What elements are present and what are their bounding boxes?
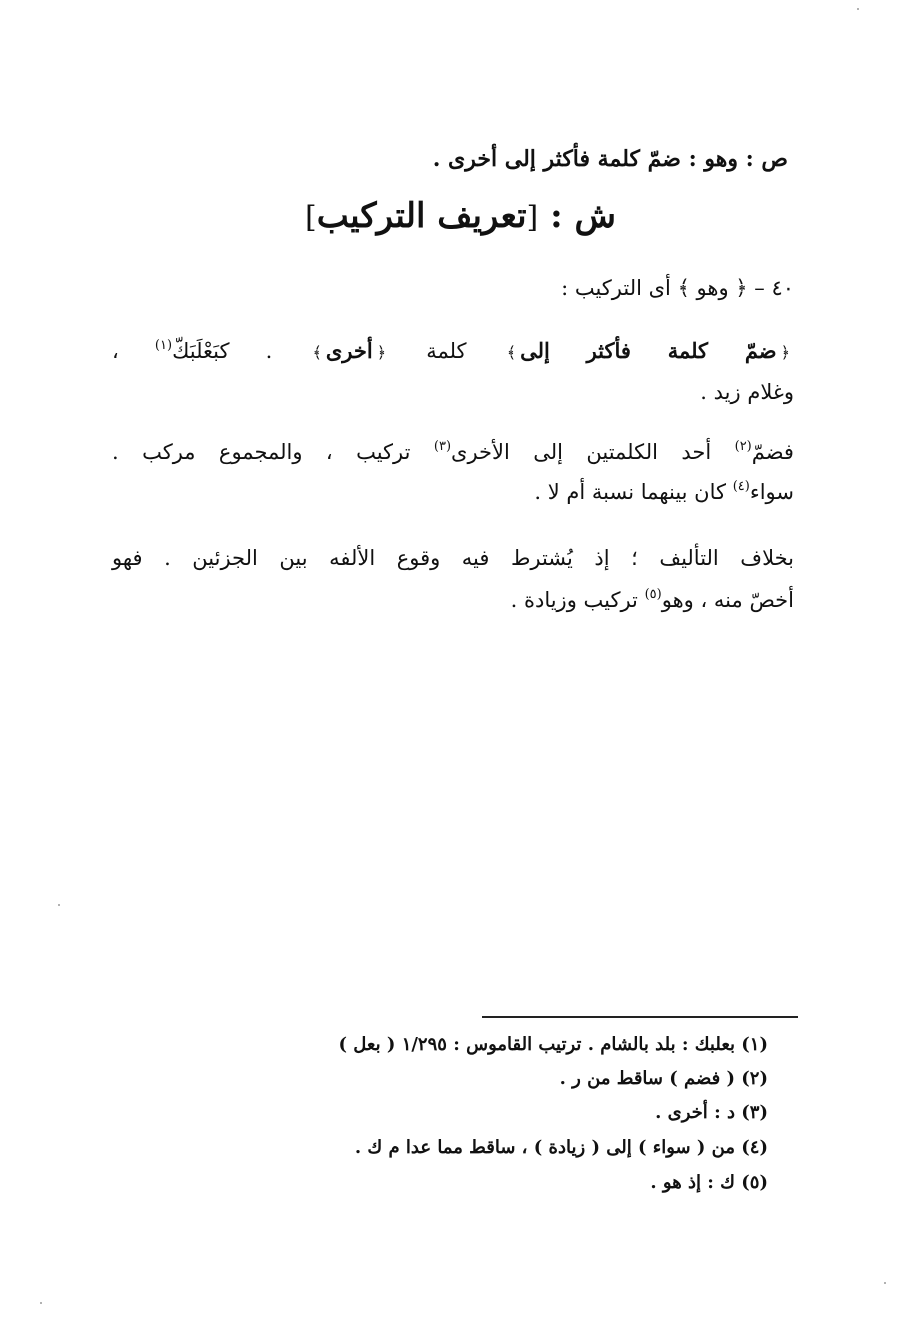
footnote-3: (٣) د : أخرى . bbox=[655, 1102, 768, 1123]
ornament-icon: ﴿ bbox=[376, 343, 387, 362]
footnote-marker-4: (٤) bbox=[732, 479, 750, 494]
scan-speck bbox=[857, 8, 859, 10]
text-run: كان بينهما نسبة أم لا . bbox=[534, 480, 727, 504]
text-run: أحد الكلمتين إلى الأخرى bbox=[451, 440, 712, 464]
heading-label: ش : bbox=[550, 196, 616, 236]
scan-speck bbox=[58, 904, 60, 906]
footnote-5: (٥) ك : إذ هو . bbox=[650, 1172, 768, 1193]
paragraph-2-line-2: وغلام زيد . bbox=[700, 380, 794, 404]
text-run: فضمّ bbox=[751, 440, 794, 464]
text-run: سواء bbox=[749, 480, 794, 504]
open-bracket: [ bbox=[526, 200, 539, 235]
heading-title: تعريف التركيب bbox=[316, 196, 527, 236]
text-run: تركيب ، والمجموع مركب . bbox=[112, 440, 411, 464]
close-bracket: ] bbox=[305, 200, 317, 235]
scan-speck bbox=[40, 1302, 42, 1304]
footnote-2: (٢) ( فضم ) ساقط من ر . bbox=[559, 1068, 768, 1089]
text-run: تركيب وزيادة . bbox=[510, 588, 638, 612]
footnote-1: (١) بعلبك : بلد بالشام . ترتيب القاموس : ١/٢٩٥ ( بعل ) bbox=[338, 1034, 768, 1055]
footnote-marker-1: (١) bbox=[154, 338, 173, 353]
paragraph-4-line-2 bbox=[511, 588, 794, 612]
footnote-marker-3: (٣) bbox=[433, 439, 452, 454]
quoted-word: أخرى bbox=[325, 338, 373, 363]
plain-word: كلمة bbox=[426, 339, 467, 363]
ornament-icon: ﴾ bbox=[506, 343, 517, 362]
paragraph-4-line-1: بخلاف التأليف ؛ إذ يُشترط فيه وقوع الألفه بين الجزئين . فهو bbox=[112, 546, 794, 570]
ornament-icon: ﴿ bbox=[780, 343, 790, 362]
ornament-icon: ﴾ bbox=[312, 343, 322, 362]
section-heading bbox=[305, 196, 616, 236]
matn-line: ص : وهو : ضمّ كلمة فأكثر إلى أخرى . bbox=[432, 146, 788, 172]
paragraph-2-line-1 bbox=[112, 338, 794, 363]
quoted-phrase: ضمّ كلمة فأكثر إلى bbox=[520, 338, 777, 363]
footnote-marker-2: (٢) bbox=[734, 439, 752, 454]
paragraph-1-line-1: ٤٠ – ﴿ وهو ﴾ أى التركيب : bbox=[561, 276, 794, 300]
footnote-marker-5: (٥) bbox=[644, 587, 662, 602]
footnote-4: (٤) من ( سواء ) إلى ( زيادة ) ، ساقط مما عدا م ك . bbox=[354, 1137, 768, 1158]
comma: ، bbox=[112, 339, 119, 363]
scan-speck bbox=[884, 1282, 886, 1284]
example-word: . كبَعْلَبَكّ bbox=[172, 339, 273, 363]
text-run: أخصّ منه ، وهو bbox=[661, 588, 794, 612]
paragraph-3-line-1 bbox=[112, 440, 794, 464]
footnote-divider bbox=[482, 1016, 798, 1018]
paragraph-3-line-2 bbox=[534, 480, 794, 504]
